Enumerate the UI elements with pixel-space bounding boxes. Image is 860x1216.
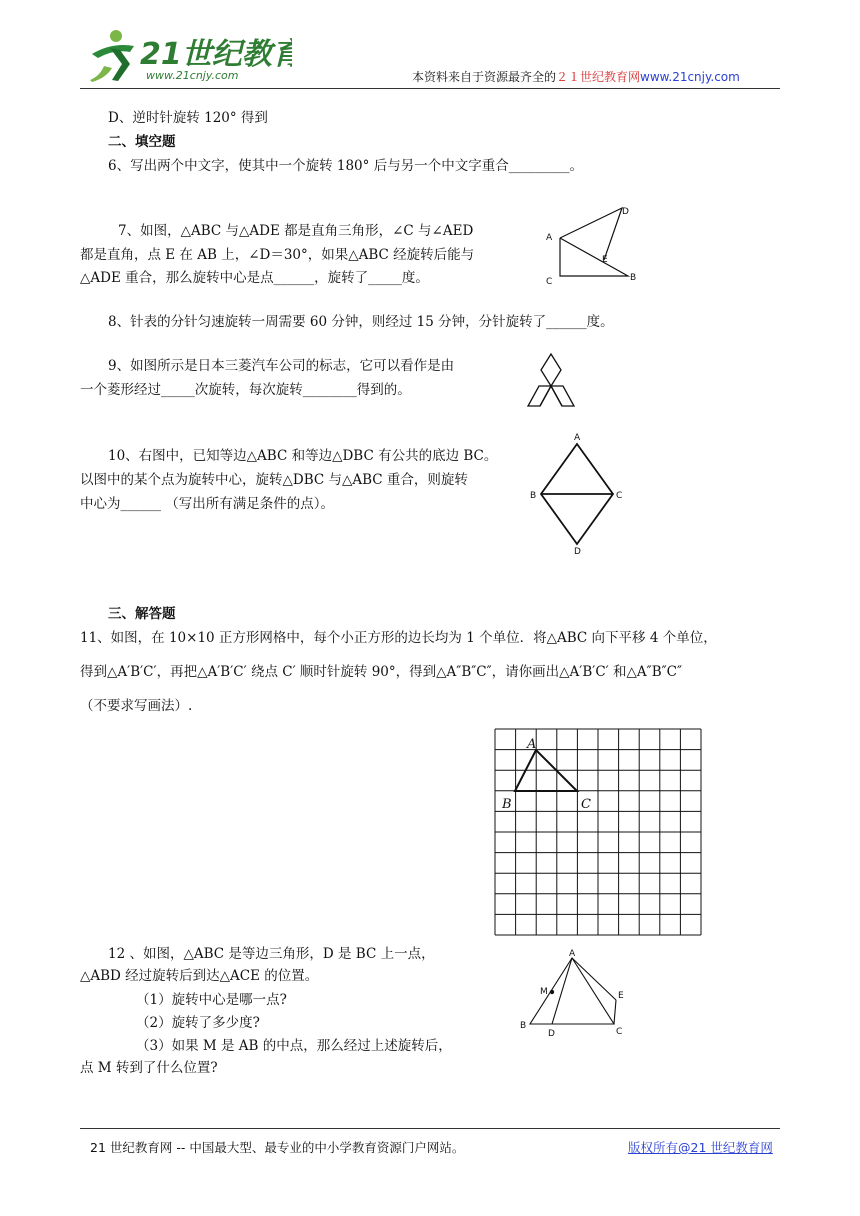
question-7-line1: 7、如图，△ABC 与△ADE 都是直角三角形，∠C 与∠AED	[118, 223, 474, 239]
point-m	[550, 990, 554, 994]
question-6: 6、写出两个中文字，使其中一个旋转 180° 后与另一个中文字重合_________。	[108, 158, 583, 174]
figure-q12-triangle	[514, 946, 634, 1042]
question-12-line2: △ABD 经过旋转后到达△ACE 的位置。	[80, 968, 319, 984]
fig12-label-M: M	[540, 987, 548, 997]
figure-q7-triangles	[536, 200, 646, 290]
question-11-line3: （不要求写画法）.	[80, 698, 193, 714]
question-10-line2: 以图中的某个点为旋转中心，旋转△DBC 与△ABC 重合，则旋转	[80, 472, 468, 488]
option-d: D、逆时针旋转 120° 得到	[108, 110, 268, 126]
header-prefix: 本资料来自于资源最齐全的	[412, 70, 557, 84]
fig11-label-A: A	[527, 737, 537, 752]
fig12-label-B: B	[520, 1021, 527, 1031]
footer-site-description: 21 世纪教育网 -- 中国最大型、最专业的中小学教育资源门户网站。	[90, 1140, 465, 1155]
fig7-label-E: E	[602, 255, 608, 265]
question-12-sub3: （3）如果 M 是 AB 的中点，那么经过上述旋转后，	[136, 1038, 452, 1054]
header-source-text	[412, 68, 740, 85]
site-logo	[82, 24, 292, 86]
fig7-label-C: C	[546, 277, 553, 287]
question-12-line1: 12 、如图，△ABC 是等边三角形，D 是 BC 上一点，	[108, 946, 435, 962]
section-fill-blank-heading: 二、填空题	[108, 134, 176, 150]
question-12-sub2: （2）旋转了多少度?	[136, 1015, 260, 1031]
fig7-label-B: B	[630, 273, 637, 283]
question-7-line3: △ADE 重合，那么旋转中心是点______，旋转了_____度。	[80, 270, 429, 286]
logo-text: 21世纪教育	[140, 37, 292, 72]
fig12-label-A: A	[569, 949, 576, 959]
fig11-label-C: C	[581, 797, 591, 812]
footer-divider	[80, 1128, 780, 1129]
header-divider	[80, 88, 780, 89]
question-9-line2: 一个菱形经过_____次旋转，每次旋转________得到的。	[80, 382, 411, 398]
fig10-label-C: C	[616, 491, 623, 501]
question-11-line2: 得到△A′B′C′，再把△A′B′C′ 绕点 C′ 顺时针旋转 90°，得到△A″B″C″，请你画出△A′B′C′ 和△A″B″C″	[80, 664, 683, 680]
fig10-label-A: A	[574, 433, 581, 443]
fig7-label-D: D	[622, 207, 629, 217]
question-11-line1: 11、如图，在 10×10 正方形网格中，每个小正方形的边长均为 1 个单位．将△ABC 向下平移 4 个单位，	[80, 630, 717, 646]
question-10-line3: 中心为______ （写出所有满足条件的点）。	[80, 496, 335, 512]
fig10-label-B: B	[530, 491, 537, 501]
logo-url: www.21cnjy.com	[146, 69, 239, 82]
header-site-name[interactable]: ２１世纪教育网	[556, 70, 641, 84]
figure-q9-mitsubishi-logo	[518, 350, 588, 412]
question-10-line1: 10、右图中，已知等边△ABC 和等边△DBC 有公共的底边 BC。	[108, 448, 498, 464]
runner-icon	[90, 30, 134, 82]
fig12-label-E: E	[618, 991, 624, 1001]
section-solve-heading: 三、解答题	[108, 606, 176, 622]
fig12-label-D: D	[548, 1029, 555, 1039]
fig7-label-A: A	[546, 233, 553, 243]
question-12-sub1: （1）旋转中心是哪一点?	[136, 992, 287, 1008]
question-9-line1: 9、如图所示是日本三菱汽车公司的标志，它可以看作是由	[108, 358, 455, 374]
question-7-line2: 都是直角，点 E 在 AB 上，∠D＝30°，如果△ABC 经旋转后能与	[80, 247, 475, 263]
fig10-label-D: D	[574, 547, 581, 557]
question-8: 8、针表的分针匀速旋转一周需要 60 分钟，则经过 15 分钟，分针旋转了______度。	[108, 314, 614, 330]
question-12-line-last: 点 M 转到了什么位置?	[80, 1060, 218, 1076]
fig12-label-C: C	[616, 1027, 623, 1037]
fig11-label-B: B	[502, 797, 512, 812]
figure-q11-grid	[490, 724, 712, 942]
figure-q10-rhombus	[528, 430, 628, 560]
header-site-url[interactable]: www.21cnjy.com	[640, 70, 740, 84]
footer-copyright-link[interactable]: 版权所有@21 世纪教育网	[628, 1140, 773, 1155]
